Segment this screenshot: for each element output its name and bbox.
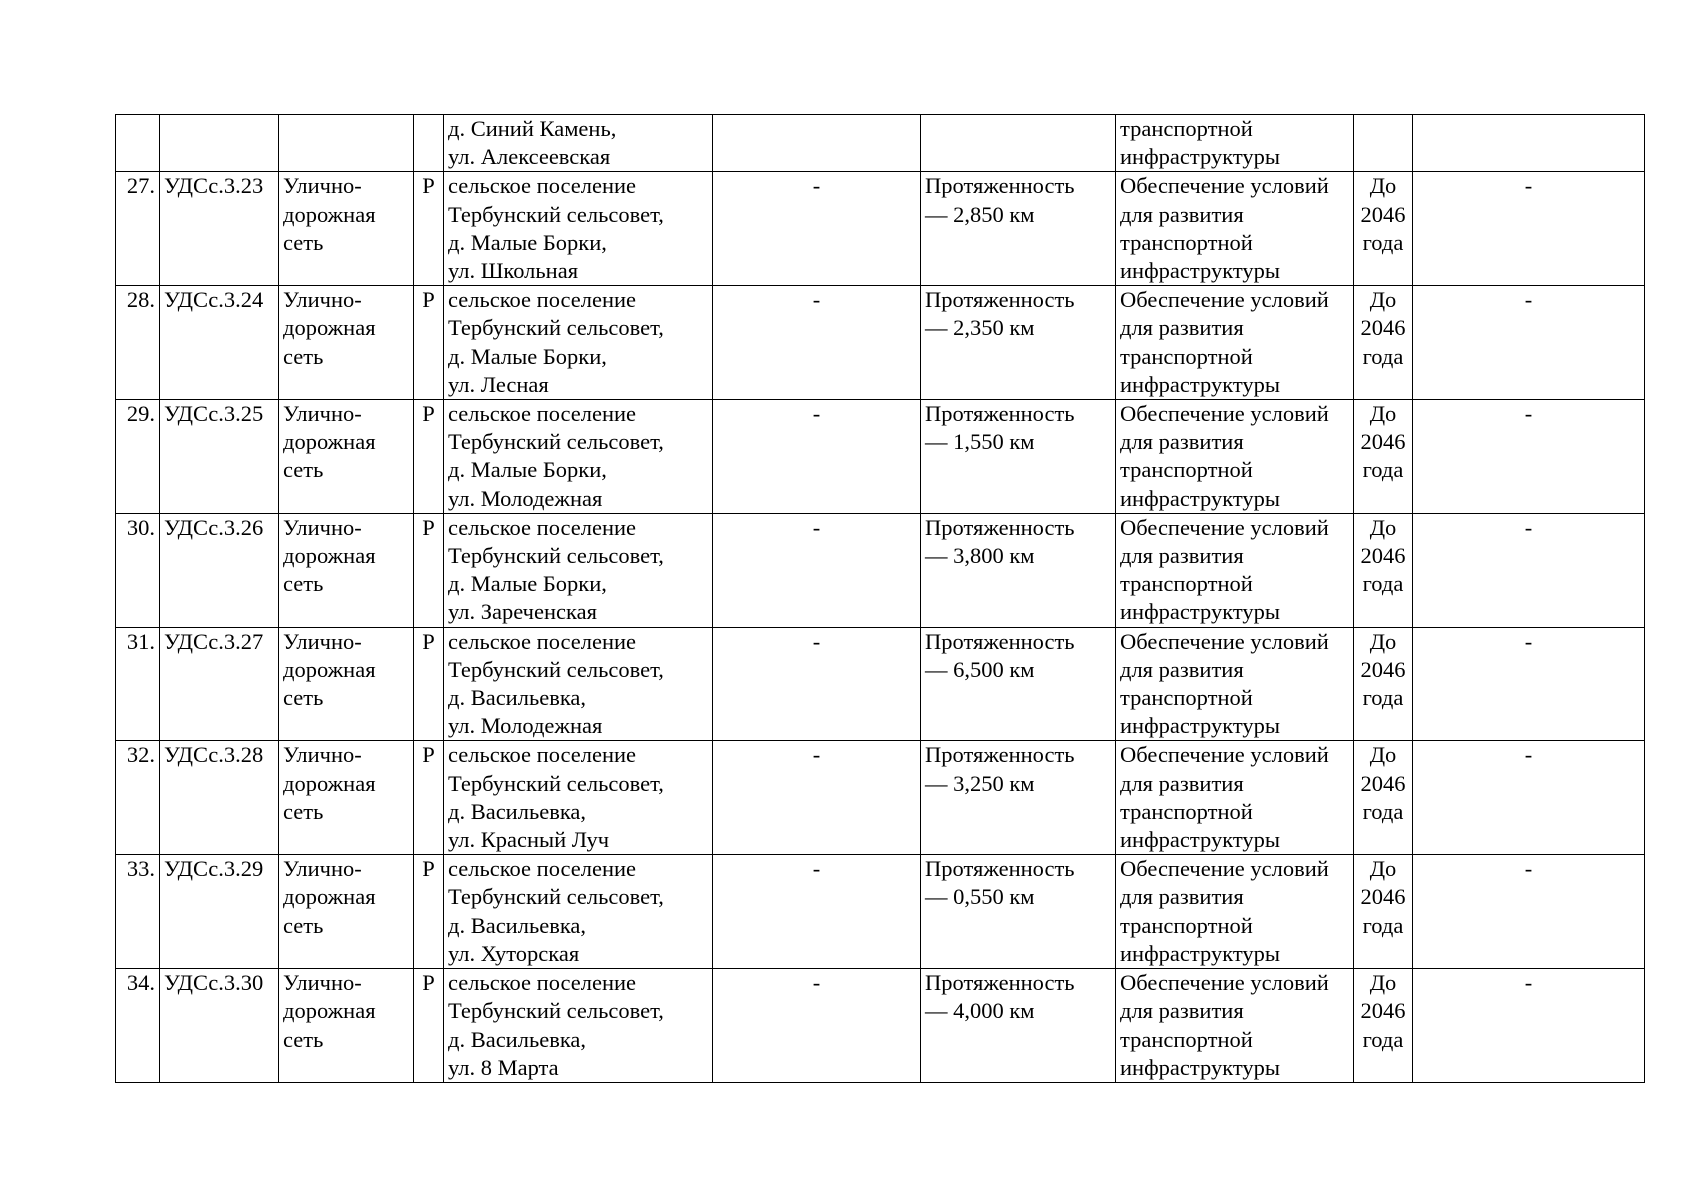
cell-address: [444, 627, 713, 741]
zone-value: -: [1413, 172, 1645, 286]
row-number: 31.: [116, 627, 160, 741]
deadline-line: года: [1362, 229, 1404, 255]
objects-table: [115, 114, 1645, 1083]
purpose-line: Обеспечение условий: [1120, 173, 1329, 199]
deadline-line: года: [1362, 571, 1404, 597]
capacity-value: -: [713, 627, 921, 741]
address-line: сельское поселение: [448, 970, 637, 996]
status-mark: Р: [414, 741, 444, 855]
purpose-line: транспортной: [1120, 229, 1253, 255]
deadline-line: 2046: [1360, 656, 1406, 682]
cell-address: [444, 286, 713, 400]
deadline-line: 2046: [1360, 543, 1406, 569]
address-line: Тербунский сельсовет,: [448, 543, 664, 569]
cell-purpose: [1116, 513, 1354, 627]
address-line: ул. Лесная: [448, 371, 549, 397]
type-line: Улично-: [283, 401, 362, 427]
cell-purpose: [1116, 400, 1354, 514]
type-line: дорожная: [283, 429, 376, 455]
address-line: д. Малые Борки,: [448, 229, 607, 255]
address-line: д. Малые Борки,: [448, 343, 607, 369]
type-line: Улично-: [283, 856, 362, 882]
purpose-line: для развития: [1120, 656, 1244, 682]
cell-capacity: [713, 115, 921, 172]
cell-address: [444, 400, 713, 514]
capacity-value: -: [713, 172, 921, 286]
purpose-line: для развития: [1120, 884, 1244, 910]
purpose-line: для развития: [1120, 998, 1244, 1024]
cell-deadline: [1354, 855, 1413, 969]
address-line: ул. Хуторская: [448, 940, 580, 966]
table-row: [116, 741, 1645, 855]
status-mark: Р: [414, 627, 444, 741]
purpose-line: транспортной: [1120, 798, 1253, 824]
length-line: — 2,850 км: [925, 201, 1035, 227]
cell-address: [444, 741, 713, 855]
type-line: сеть: [283, 571, 324, 597]
cell-length: [921, 513, 1116, 627]
address-line: Тербунский сельсовет,: [448, 656, 664, 682]
zone-value: -: [1413, 741, 1645, 855]
row-number: 27.: [116, 172, 160, 286]
address-line: сельское поселение: [448, 628, 637, 654]
row-number: 28.: [116, 286, 160, 400]
cell-length: [921, 172, 1116, 286]
object-code: УДСс.3.26: [160, 513, 279, 627]
table-row: [116, 286, 1645, 400]
purpose-line: Обеспечение условий: [1120, 514, 1329, 540]
cell-purpose: [1116, 855, 1354, 969]
address-line: д. Малые Борки,: [448, 571, 607, 597]
purpose-line: транспортной: [1120, 1026, 1253, 1052]
cell-address: [444, 969, 713, 1083]
zone-value: -: [1413, 513, 1645, 627]
address-line: сельское поселение: [448, 401, 637, 427]
table-body: [116, 115, 1645, 1083]
cell-address: [444, 115, 713, 172]
address-line: ул. Молодежная: [448, 713, 603, 739]
cell-type: [279, 115, 414, 172]
cell-deadline: [1354, 400, 1413, 514]
cell-address: [444, 172, 713, 286]
cell-type: [279, 400, 414, 514]
object-code: УДСс.3.28: [160, 741, 279, 855]
table-row: [116, 627, 1645, 741]
table-row: [116, 400, 1645, 514]
table-row-continuation: [116, 115, 1645, 172]
purpose-line: транспортной: [1120, 912, 1253, 938]
purpose-line: транспортной: [1120, 571, 1253, 597]
address-line: ул. Алексеевская: [448, 144, 611, 170]
type-line: сеть: [283, 1026, 324, 1052]
zone-value: -: [1413, 400, 1645, 514]
cell-purpose: [1116, 115, 1354, 172]
address-line: д. Васильевка,: [448, 685, 587, 711]
purpose-line: инфраструктуры: [1120, 258, 1280, 284]
table-row: [116, 172, 1645, 286]
deadline-line: года: [1362, 685, 1404, 711]
purpose-line: инфраструктуры: [1120, 371, 1280, 397]
type-line: Улично-: [283, 287, 362, 313]
object-code: УДСс.3.30: [160, 969, 279, 1083]
purpose-line: инфраструктуры: [1120, 713, 1280, 739]
table-row: [116, 855, 1645, 969]
length-line: — 6,500 км: [925, 656, 1035, 682]
length-line: Протяженность: [925, 970, 1075, 996]
deadline-line: До: [1369, 856, 1397, 882]
type-line: Улично-: [283, 628, 362, 654]
purpose-line: инфраструктуры: [1120, 144, 1280, 170]
cell-type: [279, 855, 414, 969]
address-line: сельское поселение: [448, 514, 637, 540]
purpose-line: для развития: [1120, 201, 1244, 227]
cell-length: [921, 741, 1116, 855]
purpose-line: инфраструктуры: [1120, 1054, 1280, 1080]
capacity-value: -: [713, 513, 921, 627]
capacity-value: -: [713, 741, 921, 855]
table-row: [116, 969, 1645, 1083]
length-line: Протяженность: [925, 287, 1075, 313]
cell-deadline: [1354, 627, 1413, 741]
length-line: Протяженность: [925, 856, 1075, 882]
deadline-line: года: [1362, 457, 1404, 483]
purpose-line: Обеспечение условий: [1120, 287, 1329, 313]
cell-purpose: [1116, 969, 1354, 1083]
deadline-line: года: [1362, 912, 1404, 938]
cell-purpose: [1116, 286, 1354, 400]
address-line: Тербунский сельсовет,: [448, 201, 664, 227]
cell-zone: [1413, 115, 1645, 172]
deadline-line: 2046: [1360, 884, 1406, 910]
deadline-line: До: [1369, 970, 1397, 996]
status-mark: Р: [414, 513, 444, 627]
cell-address: [444, 855, 713, 969]
purpose-line: транспортной: [1120, 457, 1253, 483]
row-number: 29.: [116, 400, 160, 514]
cell-address: [444, 513, 713, 627]
deadline-line: До: [1369, 514, 1397, 540]
type-line: дорожная: [283, 201, 376, 227]
cell-type: [279, 741, 414, 855]
purpose-line: инфраструктуры: [1120, 599, 1280, 625]
address-line: Тербунский сельсовет,: [448, 998, 664, 1024]
capacity-value: -: [713, 969, 921, 1083]
length-line: Протяженность: [925, 628, 1075, 654]
address-line: сельское поселение: [448, 856, 637, 882]
address-line: Тербунский сельсовет,: [448, 770, 664, 796]
address-line: Тербунский сельсовет,: [448, 884, 664, 910]
object-code: УДСс.3.29: [160, 855, 279, 969]
status-mark: Р: [414, 286, 444, 400]
zone-value: -: [1413, 969, 1645, 1083]
cell-length: [921, 627, 1116, 741]
purpose-line: Обеспечение условий: [1120, 742, 1329, 768]
deadline-line: До: [1369, 173, 1397, 199]
length-line: — 2,350 км: [925, 315, 1035, 341]
type-line: сеть: [283, 457, 324, 483]
capacity-value: -: [713, 400, 921, 514]
deadline-line: До: [1369, 742, 1397, 768]
purpose-line: транспортной: [1120, 116, 1253, 141]
cell-deadline: [1354, 115, 1413, 172]
purpose-line: транспортной: [1120, 343, 1253, 369]
zone-value: -: [1413, 627, 1645, 741]
cell-type: [279, 513, 414, 627]
type-line: дорожная: [283, 315, 376, 341]
length-line: Протяженность: [925, 173, 1075, 199]
address-line: Тербунский сельсовет,: [448, 429, 664, 455]
cell-purpose: [1116, 741, 1354, 855]
purpose-line: для развития: [1120, 770, 1244, 796]
object-code: УДСс.3.24: [160, 286, 279, 400]
address-line: сельское поселение: [448, 287, 637, 313]
purpose-line: Обеспечение условий: [1120, 970, 1329, 996]
length-line: — 3,250 км: [925, 770, 1035, 796]
purpose-line: для развития: [1120, 543, 1244, 569]
cell-length: [921, 286, 1116, 400]
row-number: 34.: [116, 969, 160, 1083]
purpose-line: инфраструктуры: [1120, 485, 1280, 511]
cell-deadline: [1354, 286, 1413, 400]
cell-deadline: [1354, 513, 1413, 627]
cell-type: [279, 286, 414, 400]
cell-type: [279, 627, 414, 741]
table-row: [116, 513, 1645, 627]
cell-type: [279, 172, 414, 286]
cell-type: [279, 969, 414, 1083]
cell-deadline: [1354, 741, 1413, 855]
address-line: ул. Зареченская: [448, 599, 597, 625]
purpose-line: Обеспечение условий: [1120, 628, 1329, 654]
type-line: сеть: [283, 685, 324, 711]
cell-length: [921, 855, 1116, 969]
type-line: дорожная: [283, 543, 376, 569]
purpose-line: для развития: [1120, 315, 1244, 341]
zone-value: -: [1413, 286, 1645, 400]
type-line: Улично-: [283, 970, 362, 996]
cell-deadline: [1354, 172, 1413, 286]
deadline-line: 2046: [1360, 429, 1406, 455]
address-line: д. Синий Камень,: [448, 116, 617, 141]
address-line: д. Малые Борки,: [448, 457, 607, 483]
address-line: ул. Школьная: [448, 258, 579, 284]
address-line: д. Васильевка,: [448, 798, 587, 824]
type-line: сеть: [283, 912, 324, 938]
cell-deadline: [1354, 969, 1413, 1083]
cell-purpose: [1116, 172, 1354, 286]
status-mark: Р: [414, 969, 444, 1083]
cell-length: [921, 115, 1116, 172]
address-line: сельское поселение: [448, 742, 637, 768]
length-line: Протяженность: [925, 514, 1075, 540]
purpose-line: Обеспечение условий: [1120, 856, 1329, 882]
object-code: УДСс.3.23: [160, 172, 279, 286]
type-line: Улично-: [283, 514, 362, 540]
purpose-line: для развития: [1120, 429, 1244, 455]
deadline-line: года: [1362, 1026, 1404, 1052]
purpose-line: инфраструктуры: [1120, 827, 1280, 853]
type-line: сеть: [283, 343, 324, 369]
purpose-line: инфраструктуры: [1120, 940, 1280, 966]
object-code: УДСс.3.27: [160, 627, 279, 741]
row-number: 30.: [116, 513, 160, 627]
length-line: — 4,000 км: [925, 998, 1035, 1024]
cell-num: [116, 115, 160, 172]
length-line: — 1,550 км: [925, 429, 1035, 455]
address-line: сельское поселение: [448, 173, 637, 199]
object-code: УДСс.3.25: [160, 400, 279, 514]
deadline-line: До: [1369, 628, 1397, 654]
type-line: дорожная: [283, 770, 376, 796]
purpose-line: Обеспечение условий: [1120, 401, 1329, 427]
type-line: дорожная: [283, 656, 376, 682]
length-line: — 3,800 км: [925, 543, 1035, 569]
status-mark: Р: [414, 400, 444, 514]
deadline-line: 2046: [1360, 998, 1406, 1024]
deadline-line: До: [1369, 401, 1397, 427]
deadline-line: 2046: [1360, 315, 1406, 341]
cell-status: [414, 115, 444, 172]
address-line: ул. Молодежная: [448, 485, 603, 511]
row-number: 32.: [116, 741, 160, 855]
address-line: Тербунский сельсовет,: [448, 315, 664, 341]
type-line: дорожная: [283, 884, 376, 910]
address-line: д. Васильевка,: [448, 1026, 587, 1052]
type-line: Улично-: [283, 742, 362, 768]
capacity-value: -: [713, 855, 921, 969]
type-line: сеть: [283, 798, 324, 824]
row-number: 33.: [116, 855, 160, 969]
status-mark: Р: [414, 855, 444, 969]
type-line: дорожная: [283, 998, 376, 1024]
length-line: Протяженность: [925, 742, 1075, 768]
deadline-line: 2046: [1360, 770, 1406, 796]
address-line: ул. 8 Марта: [448, 1054, 559, 1080]
address-line: ул. Красный Луч: [448, 827, 610, 853]
deadline-line: года: [1362, 343, 1404, 369]
deadline-line: 2046: [1360, 201, 1406, 227]
cell-length: [921, 969, 1116, 1083]
status-mark: Р: [414, 172, 444, 286]
deadline-line: До: [1369, 287, 1397, 313]
type-line: сеть: [283, 229, 324, 255]
type-line: Улично-: [283, 173, 362, 199]
capacity-value: -: [713, 286, 921, 400]
purpose-line: транспортной: [1120, 685, 1253, 711]
cell-length: [921, 400, 1116, 514]
length-line: Протяженность: [925, 401, 1075, 427]
deadline-line: года: [1362, 798, 1404, 824]
cell-purpose: [1116, 627, 1354, 741]
address-line: д. Васильевка,: [448, 912, 587, 938]
cell-code: [160, 115, 279, 172]
length-line: — 0,550 км: [925, 884, 1035, 910]
zone-value: -: [1413, 855, 1645, 969]
